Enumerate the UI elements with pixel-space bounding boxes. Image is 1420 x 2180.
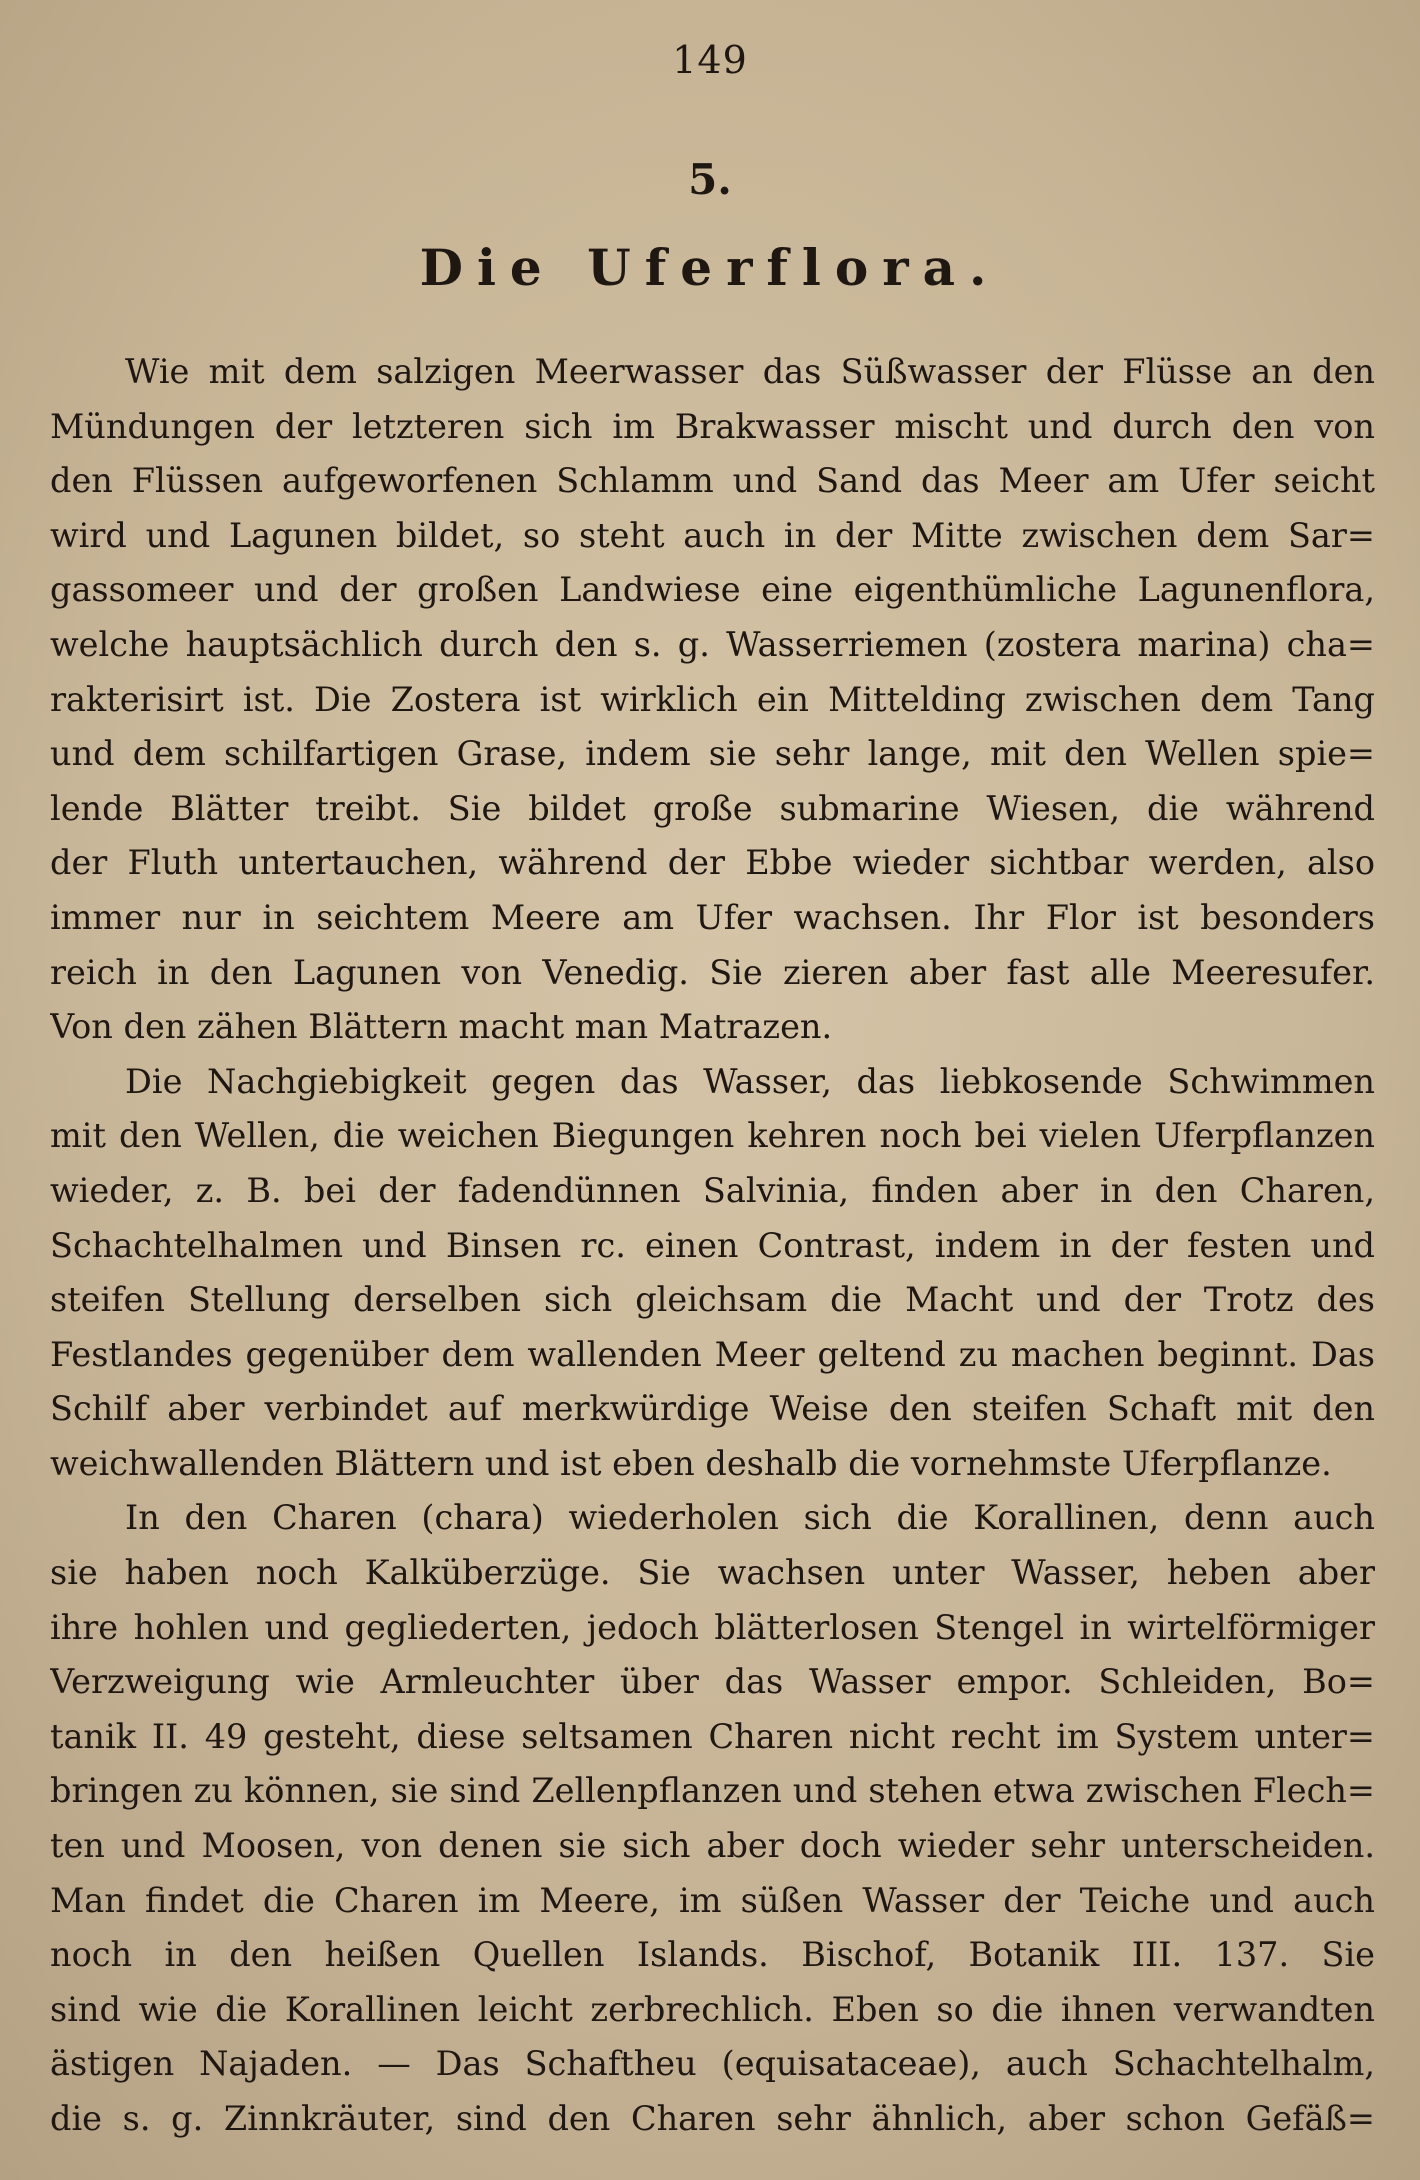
text-line: ihre hohlen und gegliederten, jedoch blätterlosen Stengel in wirtelförmiger bbox=[50, 1607, 1375, 1647]
text-line: sind wie die Korallinen leicht zerbrechlich. Eben so die ihnen verwandten bbox=[50, 1989, 1375, 2029]
text-line: wieder, z. B. bei der fadendünnen Salvinia, finden aber in den Charen, bbox=[50, 1170, 1375, 1210]
text-line: Schilf aber verbindet auf merkwürdige Weise den steifen Schaft mit den bbox=[50, 1389, 1375, 1429]
text-line: gassomeer und der großen Landwiese eine eigenthümliche Lagunenflora, bbox=[50, 570, 1375, 610]
text-line: ten und Moosen, von denen sie sich aber doch wieder sehr unterscheiden. bbox=[50, 1826, 1375, 1866]
text-line: wird und Lagunen bildet, so steht auch in der Mitte zwischen dem Sar= bbox=[50, 515, 1375, 555]
text-line: Man findet die Charen im Meere, im süßen Wasser der Teiche und auch bbox=[50, 1880, 1375, 1920]
text-line: Schachtelhalmen und Binsen rc. einen Contrast, indem in der festen und bbox=[50, 1225, 1375, 1265]
text-line: reich in den Lagunen von Venedig. Sie zieren aber fast alle Meeresufer. bbox=[50, 952, 1375, 992]
text-line: der Fluth untertauchen, während der Ebbe wieder sichtbar werden, also bbox=[50, 843, 1375, 883]
text-line: Verzweigung wie Armleuchter über das Wasser empor. Schleiden, Bo= bbox=[50, 1662, 1375, 1702]
page-number: 149 bbox=[672, 38, 748, 82]
text-line: mit den Wellen, die weichen Biegungen kehren noch bei vielen Uferpflanzen bbox=[50, 1116, 1375, 1156]
text-line: noch in den heißen Quellen Islands. Bischof, Botanik III. 137. Sie bbox=[50, 1935, 1375, 1975]
text-line: rakterisirt ist. Die Zostera ist wirklich ein Mittelding zwischen dem Tang bbox=[50, 679, 1375, 719]
body-text bbox=[50, 345, 1375, 2147]
text-line: tanik II. 49 gesteht, diese seltsamen Charen nicht recht im System unter= bbox=[50, 1716, 1375, 1756]
text-line: Wie mit dem salzigen Meerwasser das Süßwasser der Flüsse an den bbox=[125, 352, 1375, 391]
text-line: welche hauptsächlich durch den s. g. Wasserriemen (zostera marina) cha= bbox=[50, 624, 1375, 664]
text-line: lende Blätter treibt. Sie bildet große submarine Wiesen, die während bbox=[50, 788, 1375, 828]
text-line: bringen zu können, sie sind Zellenpflanzen und stehen etwa zwischen Flech= bbox=[50, 1771, 1375, 1811]
text-line: ästigen Najaden. — Das Schaftheu (equisataceae), auch Schachtelhalm, bbox=[50, 2044, 1375, 2084]
text-line: Von den zähen Blättern macht man Matrazen. bbox=[50, 1007, 833, 1047]
text-line: In den Charen (chara) wiederholen sich die Korallinen, denn auch bbox=[125, 1498, 1375, 1538]
text-line: sie haben noch Kalküberzüge. Sie wachsen unter Wasser, heben aber bbox=[50, 1553, 1375, 1593]
text-line: weichwallenden Blättern und ist eben deshalb die vornehmste Uferpflanze. bbox=[50, 1443, 1332, 1483]
text-line: Mündungen der letzteren sich im Brakwasser mischt und durch den von bbox=[50, 406, 1375, 446]
section-number: 5. bbox=[688, 155, 732, 204]
text-line: steifen Stellung derselben sich gleichsam die Macht und der Trotz des bbox=[50, 1280, 1375, 1320]
text-line: Die Nachgiebigkeit gegen das Wasser, das liebkosende Schwimmen bbox=[125, 1061, 1375, 1101]
text-line: Festlandes gegenüber dem wallenden Meer geltend zu machen beginnt. Das bbox=[50, 1334, 1375, 1374]
text-line: die s. g. Zinnkräuter, sind den Charen sehr ähnlich, aber schon Gefäß= bbox=[50, 2099, 1375, 2138]
text-line: immer nur in seichtem Meere am Ufer wachsen. Ihr Flor ist besonders bbox=[50, 897, 1375, 937]
section-title: Die Uferflora. bbox=[419, 238, 1001, 297]
text-line: den Flüssen aufgeworfenen Schlamm und Sand das Meer am Ufer seicht bbox=[50, 461, 1375, 501]
text-line: und dem schilfartigen Grase, indem sie sehr lange, mit den Wellen spie= bbox=[50, 734, 1375, 774]
